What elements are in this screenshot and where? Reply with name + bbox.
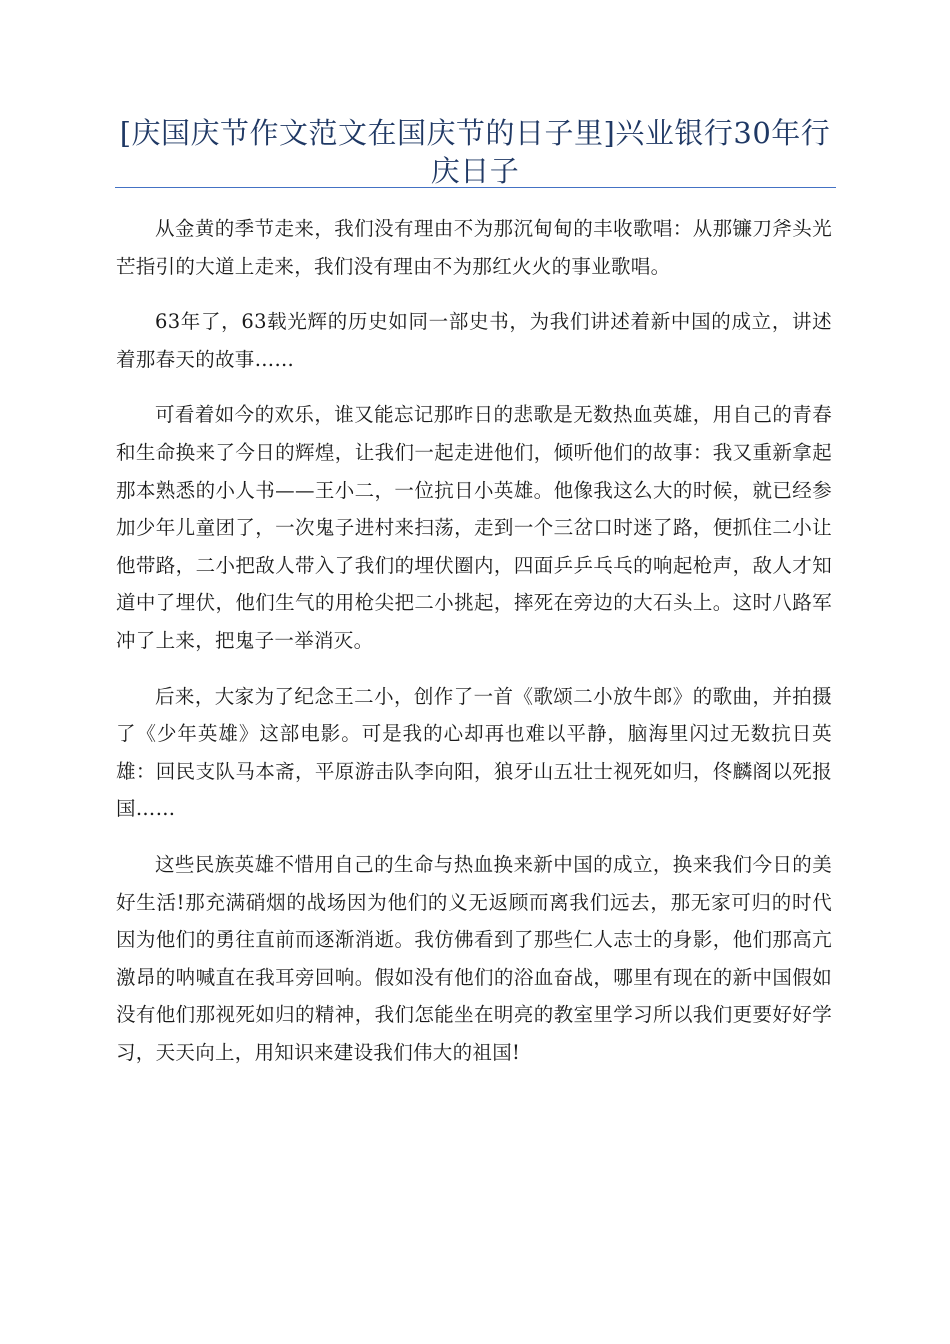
paragraph-1: 从金黄的季节走来，我们没有理由不为那沉甸甸的丰收歌唱：从那镰刀斧头光芒指引的大道上走来，我们没有理由不为那红火火的事业歌唱。: [116, 217, 832, 278]
document-body: [116, 210, 832, 1089]
paragraph-4: 后来，大家为了纪念王二小，创作了一首《歌颂二小放牛郎》的歌曲，并拍摄了《少年英雄》这部电影。可是我的心却再也难以平静，脑海里闪过无数抗日英雄：回民支队马本斋，平原游击队李向阳，狼牙山五壮士视死如归，佟麟阁以死报国……: [116, 684, 832, 821]
title-underline: [115, 187, 836, 188]
paragraph-3: 可看着如今的欢乐，谁又能忘记那昨日的悲歌是无数热血英雄，用自己的青春和生命换来了今日的辉煌，让我们一起走进他们，倾听他们的故事：我又重新拿起那本熟悉的小人书——王小二，一位抗日小英雄。他像我这么大的时候，就已经参加少年儿童团了，一次鬼子进村来扫荡，走到一个三岔口时迷了路，便抓住二小让他带路，二小把敌人带入了我们的埋伏圈内，四面乒乒乓乓的响起枪声，敌人才知道中了埋伏，他们生气的用枪尖把二小挑起，摔死在旁边的大石头上。这时八路军冲了上来，把鬼子一举消灭。: [116, 403, 832, 652]
document-title: [庆国庆节作文范文在国庆节的日子里]兴业银行30年行庆日子: [119, 116, 831, 188]
paragraph-2: 63年了，63载光辉的历史如同一部史书，为我们讲述着新中国的成立，讲述着那春天的故事……: [116, 310, 832, 371]
paragraph-5: 这些民族英雄不惜用自己的生命与热血换来新中国的成立，换来我们今日的美好生活!那充满硝烟的战场因为他们的义无返顾而离我们远去，那无家可归的时代因为他们的勇往直前而逐渐消逝。我仿佛看到了那些仁人志士的身影，他们那高亢激昂的呐喊直在我耳旁回响。假如没有他们的浴血奋战，哪里有现在的新中国假如没有他们那视死如归的精神，我们怎能坐在明亮的教室里学习所以我们更要好好学习，天天向上，用知识来建设我们伟大的祖国!: [116, 852, 832, 1064]
